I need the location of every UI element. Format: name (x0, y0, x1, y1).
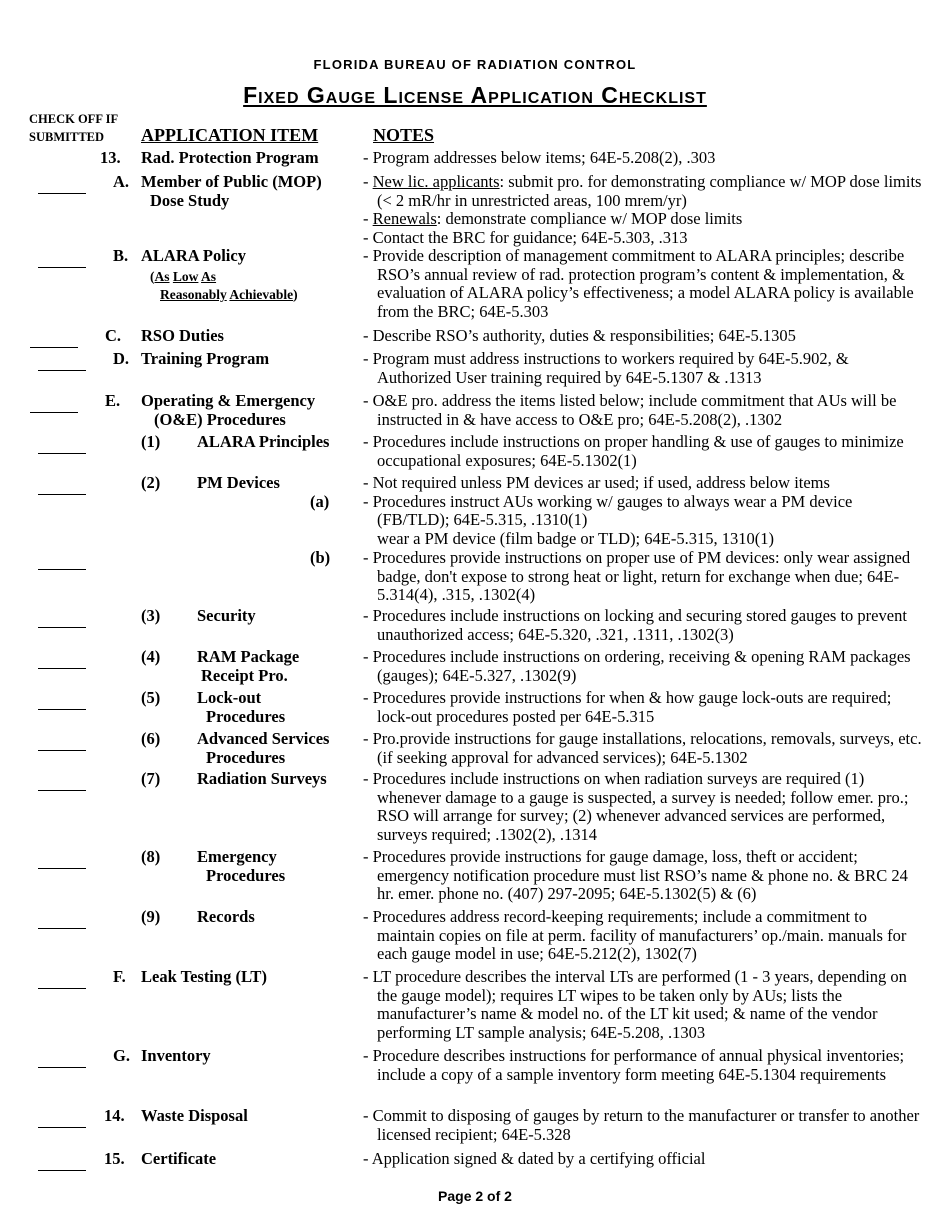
item-label-line2: Receipt Pro. (201, 666, 288, 685)
note-line: - Program must address instructions to workers required by 64E-5.902, & Authorized User training required by 64E-5.1307 & .1313 (363, 349, 849, 387)
check-off-header (29, 110, 118, 146)
note-line: - Provide description of management commitment to ALARA principles; describe RSO’s annual review of rad. protection program’s content & implementation, & evaluation of ALARA policy’s effectiveness; a model ALARA policy is available from the BRC; 64E-5.303 (363, 246, 914, 321)
item-label: Rad. Protection Program (141, 148, 319, 167)
item-subnumber: (5) (141, 688, 161, 707)
item-label: Certificate (141, 1149, 217, 1168)
check-off-blank[interactable] (38, 774, 86, 791)
item-label-line1: Lock-out (197, 688, 262, 707)
check-off-blank[interactable] (38, 912, 86, 929)
check-off-blank[interactable] (30, 396, 78, 413)
item-notes (363, 1107, 923, 1144)
item-label-line1: Member of Public (MOP) (141, 172, 322, 191)
note-line: - O&E pro. address the items listed below; include commitment that AUs will be instructed in & have access to O&E pro; 64E-5.208(2), .1302 (363, 391, 897, 429)
check-off-blank[interactable] (38, 1111, 86, 1128)
check-off-blank[interactable] (38, 177, 86, 194)
item-notes (363, 730, 923, 767)
item-label: ALARA Principles (197, 432, 330, 451)
note-underline: Renewals (372, 209, 437, 228)
item-label: Waste Disposal (141, 1106, 248, 1125)
note-underline: New lic. applicants (372, 172, 500, 191)
item-notes (363, 350, 923, 387)
item-label-line1: Advanced Services (197, 729, 330, 748)
note-text: : submit pro. for demonstrating compliance w/ MOP dose limits (< 2 mR/hr in unrestricted areas, 100 mrem/yr) (377, 172, 922, 210)
note-line: - Procedure describes instructions for performance of annual physical inventories; include a copy of a sample inventory form meeting 64E-5.1304 requirements (363, 1046, 905, 1084)
item-subnumber: (8) (141, 847, 161, 866)
item-notes (363, 968, 923, 1042)
check-off-blank[interactable] (38, 852, 86, 869)
note-line: - Procedures instruct AUs working w/ gauges to always wear a PM device (FB/TLD); 64E-5.315, .1310(1) (363, 491, 853, 529)
notes-header: NOTES (373, 125, 435, 145)
check-off-blank[interactable] (38, 478, 86, 495)
note-line: - Pro.provide instructions for gauge installations, relocations, removals, surveys, etc. (if seeking approval for advanced services); 64E-5.1302 (363, 729, 922, 767)
note-line: - Renewals: demonstrate compliance w/ MOP dose limits (363, 209, 743, 228)
check-off-blank[interactable] (38, 611, 86, 628)
item-letter: F. (113, 967, 126, 986)
item-subnumber: (4) (141, 647, 161, 666)
note-line: - Procedures provide instructions on proper use of PM devices: only wear assigned badge, don't expose to strong heat or light, return for exchange when due; 64E-5.314(4), .315, .1302(4) (363, 548, 911, 604)
note-line: - Procedures include instructions on when radiation surveys are required (1) whenever damage to a gauge is suspected, a survey is needed; follow emer. pro.; RSO will arrange for survey; (2) whenever advanced services are performed, surveys required; .1302(2), .1314 (363, 769, 909, 844)
item-subnumber: (7) (141, 769, 161, 788)
check-off-blank[interactable] (38, 734, 86, 751)
item-letter: C. (105, 326, 122, 345)
alara-expansion-line2: Reasonably Achievable) (160, 287, 298, 302)
alara-word: As (201, 269, 217, 284)
page-number: Page 2 of 2 (438, 1188, 512, 1204)
check-off-blank[interactable] (38, 553, 86, 570)
item-number: 13. (100, 148, 121, 167)
note-line: - Commit to disposing of gauges by return to the manufacturer or transfer to another licensed recipient; 64E-5.328 (363, 1106, 920, 1144)
note-text: : demonstrate compliance w/ MOP dose limits (436, 209, 743, 228)
check-off-blank[interactable] (38, 693, 86, 710)
note-line: - New lic. applicants: submit pro. for demonstrating compliance w/ MOP dose limits (< 2 mR/hr in unrestricted areas, 100 mrem/yr) (363, 172, 922, 210)
item-label-line1: RAM Package (197, 647, 300, 666)
item-number: 14. (104, 1106, 125, 1125)
item-notes (363, 689, 923, 726)
alara-word: Reasonably (160, 287, 227, 302)
item-label: Training Program (141, 349, 270, 368)
note-line: - Describe RSO’s authority, duties & responsibilities; 64E-5.1305 (363, 326, 796, 345)
item-label-line2: (O&E) Procedures (154, 410, 286, 429)
note-line: - Procedures include instructions on locking and securing stored gauges to prevent unauthorized access; 64E-5.320, .321, .1311, .1302(3) (363, 606, 907, 644)
page-title: Fixed Gauge License Application Checklist (243, 82, 707, 108)
agency-name: FLORIDA BUREAU OF RADIATION CONTROL (313, 57, 637, 72)
note-line: - Procedures include instructions on ordering, receiving & opening RAM packages (gauges); 64E-5.327, .1302(9) (363, 647, 911, 685)
item-notes (363, 392, 923, 429)
item-notes (363, 149, 923, 168)
item-notes (363, 908, 923, 964)
alara-word: Achievable (229, 287, 294, 302)
item-notes (363, 433, 923, 470)
item-subnumber: (9) (141, 907, 161, 926)
item-label-line2: Dose Study (150, 191, 230, 210)
item-label-line2: Procedures (206, 866, 286, 885)
note-line: - Procedures provide instructions for gauge damage, loss, theft or accident; emergency notification procedure must list RSO’s name & phone no. & BRC 24 hr. emer. phone no. (407) 297-2095; 64E-5.1302(5) & (6) (363, 847, 908, 903)
item-label: Records (197, 907, 255, 926)
item-notes (363, 607, 923, 644)
item-subnumber: (6) (141, 729, 161, 748)
item-notes (363, 848, 923, 904)
item-label: Radiation Surveys (197, 769, 327, 788)
item-label: PM Devices (197, 473, 280, 492)
note-line: - Procedures provide instructions for when & how gauge lock-outs are required; lock-out procedures posted per 64E-5.315 (363, 688, 892, 726)
item-letter: A. (113, 172, 130, 191)
item-letter: E. (105, 391, 121, 410)
item-subnumber: (3) (141, 606, 161, 625)
item-label: RSO Duties (141, 326, 224, 345)
item-notes (363, 770, 923, 844)
note-line: - Contact the BRC for guidance; 64E-5.303, .313 (363, 227, 688, 247)
check-off-blank[interactable] (38, 251, 86, 268)
check-off-blank[interactable] (38, 354, 86, 371)
item-letter: G. (113, 1046, 130, 1065)
item-subnumber: (2) (141, 473, 161, 492)
check-off-header-line2: SUBMITTED (29, 130, 105, 144)
item-label-line1: Operating & Emergency (141, 391, 316, 410)
check-off-blank[interactable] (38, 652, 86, 669)
item-subletter: (a) (310, 492, 330, 511)
item-notes (363, 1047, 923, 1084)
item-subnumber: (1) (141, 432, 161, 451)
check-off-blank[interactable] (38, 1051, 86, 1068)
item-notes (363, 173, 923, 247)
note-line: - Not required unless PM devices ar used; if used, address below items (363, 473, 830, 492)
item-label-line2: Procedures (206, 748, 286, 767)
item-label: Inventory (141, 1046, 211, 1065)
note-line: - Procedures include instructions on proper handling & use of gauges to minimize occupational exposures; 64E-5.1302(1) (363, 432, 904, 470)
check-off-blank[interactable] (30, 331, 78, 348)
item-notes (363, 549, 923, 605)
check-off-blank[interactable] (38, 972, 86, 989)
item-subletter: (b) (310, 548, 331, 567)
item-notes (363, 1150, 923, 1169)
item-notes (363, 648, 923, 685)
item-label: ALARA Policy (141, 246, 246, 265)
item-letter: B. (113, 246, 129, 265)
check-off-blank[interactable] (38, 1154, 86, 1171)
alara-word: As (154, 269, 170, 284)
item-number: 15. (104, 1149, 125, 1168)
item-notes (363, 474, 923, 548)
note-line: - Procedures address record-keeping requirements; include a commitment to maintain copies on file at perm. facility of manufacturers’ op./main. manuals for each gauge model in use; 64E-5.212(2), 1302(7) (363, 907, 907, 963)
note-line: - Program addresses below items; 64E-5.208(2), .303 (363, 148, 716, 167)
application-item-header: APPLICATION ITEM (141, 125, 319, 145)
item-notes (363, 327, 923, 346)
note-line: - Application signed & dated by a certifying official (363, 1149, 706, 1168)
item-label: Security (197, 606, 256, 625)
note-line: - LT procedure describes the interval LTs are performed (1 - 3 years, depending on the gauge model); requires LT wipes to be taken only by AUs; lists the manufacturer’s name & model no. of the LT kit used; & name of the vendor performing LT sample analysis; 64E-5.208, .1303 (363, 967, 907, 1042)
item-notes (363, 247, 923, 321)
check-off-header-line1: CHECK OFF IF (29, 112, 119, 126)
note-line: wear a PM device (film badge or TLD); 64E-5.315, 1310(1) (377, 528, 774, 548)
alara-word: Low (172, 269, 199, 284)
item-letter: D. (113, 349, 130, 368)
alara-expansion-line1: (As Low As (150, 269, 217, 284)
item-label: Leak Testing (LT) (141, 967, 267, 986)
item-label-line2: Procedures (206, 707, 286, 726)
item-label-line1: Emergency (197, 847, 277, 866)
check-off-blank[interactable] (38, 437, 86, 454)
